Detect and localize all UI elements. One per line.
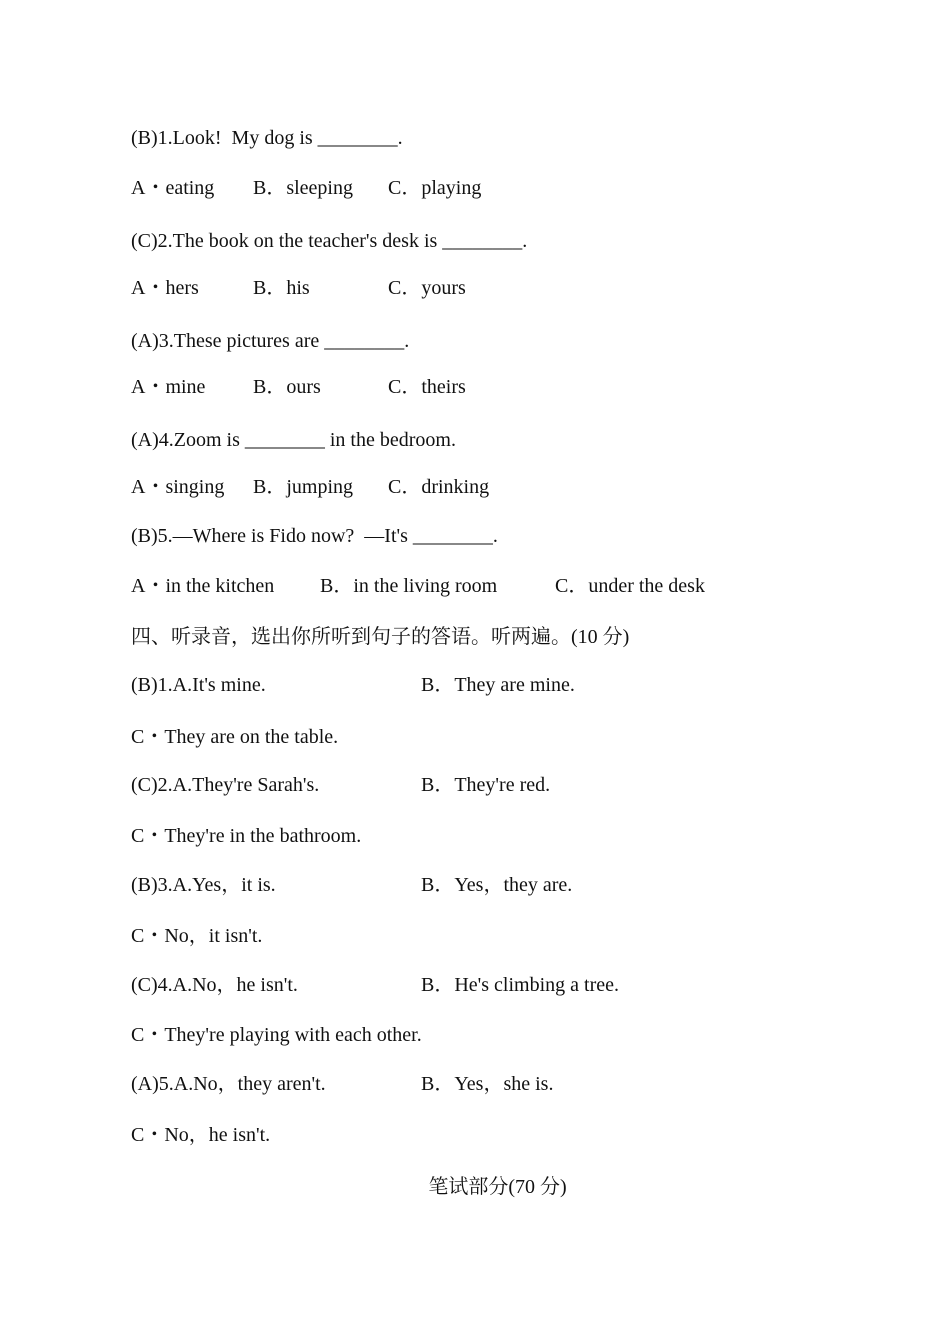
listening-1-option-a: (B)1.A.It's mine. — [131, 674, 266, 696]
question-1-option-b: B．sleeping — [253, 177, 353, 199]
listening-5-option-a: (A)5.A.No，they aren't. — [131, 1073, 326, 1095]
listening-3-option-a: (B)3.A.Yes，it is. — [131, 874, 276, 896]
listening-4-option-a: (C)4.A.No，he isn't. — [131, 974, 298, 996]
listening-2-option-c: C・They're in the bathroom. — [131, 825, 362, 847]
question-2-option-c: C．yours — [388, 277, 466, 299]
question-2-option-b: B．his — [253, 277, 310, 299]
listening-5-option-c: C・No，he isn't. — [131, 1124, 271, 1146]
listening-5-option-b: B．Yes，she is. — [421, 1073, 554, 1095]
question-4-option-b: B．jumping — [253, 476, 354, 498]
question-5-option-b: B．in the living room — [320, 575, 498, 597]
written-section-title: 笔试部分(70 分) — [428, 1176, 567, 1198]
question-1-stem: (B)1.Look! My dog is ________. — [131, 127, 403, 149]
listening-1-option-c: C・They are on the table. — [131, 726, 339, 748]
listening-2-option-b: B．They're red. — [421, 774, 551, 796]
question-4-option-c: C．drinking — [388, 476, 490, 498]
question-4-stem: (A)4.Zoom is ________ in the bedroom. — [131, 429, 456, 451]
question-5-stem: (B)5.—Where is Fido now? —It's ________. — [131, 525, 498, 547]
question-5-option-a: A・in the kitchen — [131, 575, 275, 597]
listening-2-option-a: (C)2.A.They're Sarah's. — [131, 774, 320, 796]
question-1-option-a: A・eating — [131, 177, 215, 199]
question-5-option-c: C．under the desk — [555, 575, 705, 597]
listening-4-option-c: C・They're playing with each other. — [131, 1024, 422, 1046]
listening-3-option-b: B．Yes，they are. — [421, 874, 573, 896]
listening-4-option-b: B．He's climbing a tree. — [421, 974, 619, 996]
question-2-stem: (C)2.The book on the teacher's desk is ________. — [131, 230, 528, 252]
listening-1-option-b: B．They are mine. — [421, 674, 575, 696]
question-3-stem: (A)3.These pictures are ________. — [131, 330, 410, 352]
section-4-heading: 四、听录音，选出你所听到句子的答语。听两遍。(10 分) — [131, 626, 630, 648]
question-3-option-a: A・mine — [131, 376, 206, 398]
question-2-option-a: A・hers — [131, 277, 199, 299]
listening-3-option-c: C・No，it isn't. — [131, 925, 263, 947]
question-1-option-c: C．playing — [388, 177, 482, 199]
question-3-option-b: B．ours — [253, 376, 321, 398]
question-4-option-a: A・singing — [131, 476, 225, 498]
question-3-option-c: C．theirs — [388, 376, 466, 398]
